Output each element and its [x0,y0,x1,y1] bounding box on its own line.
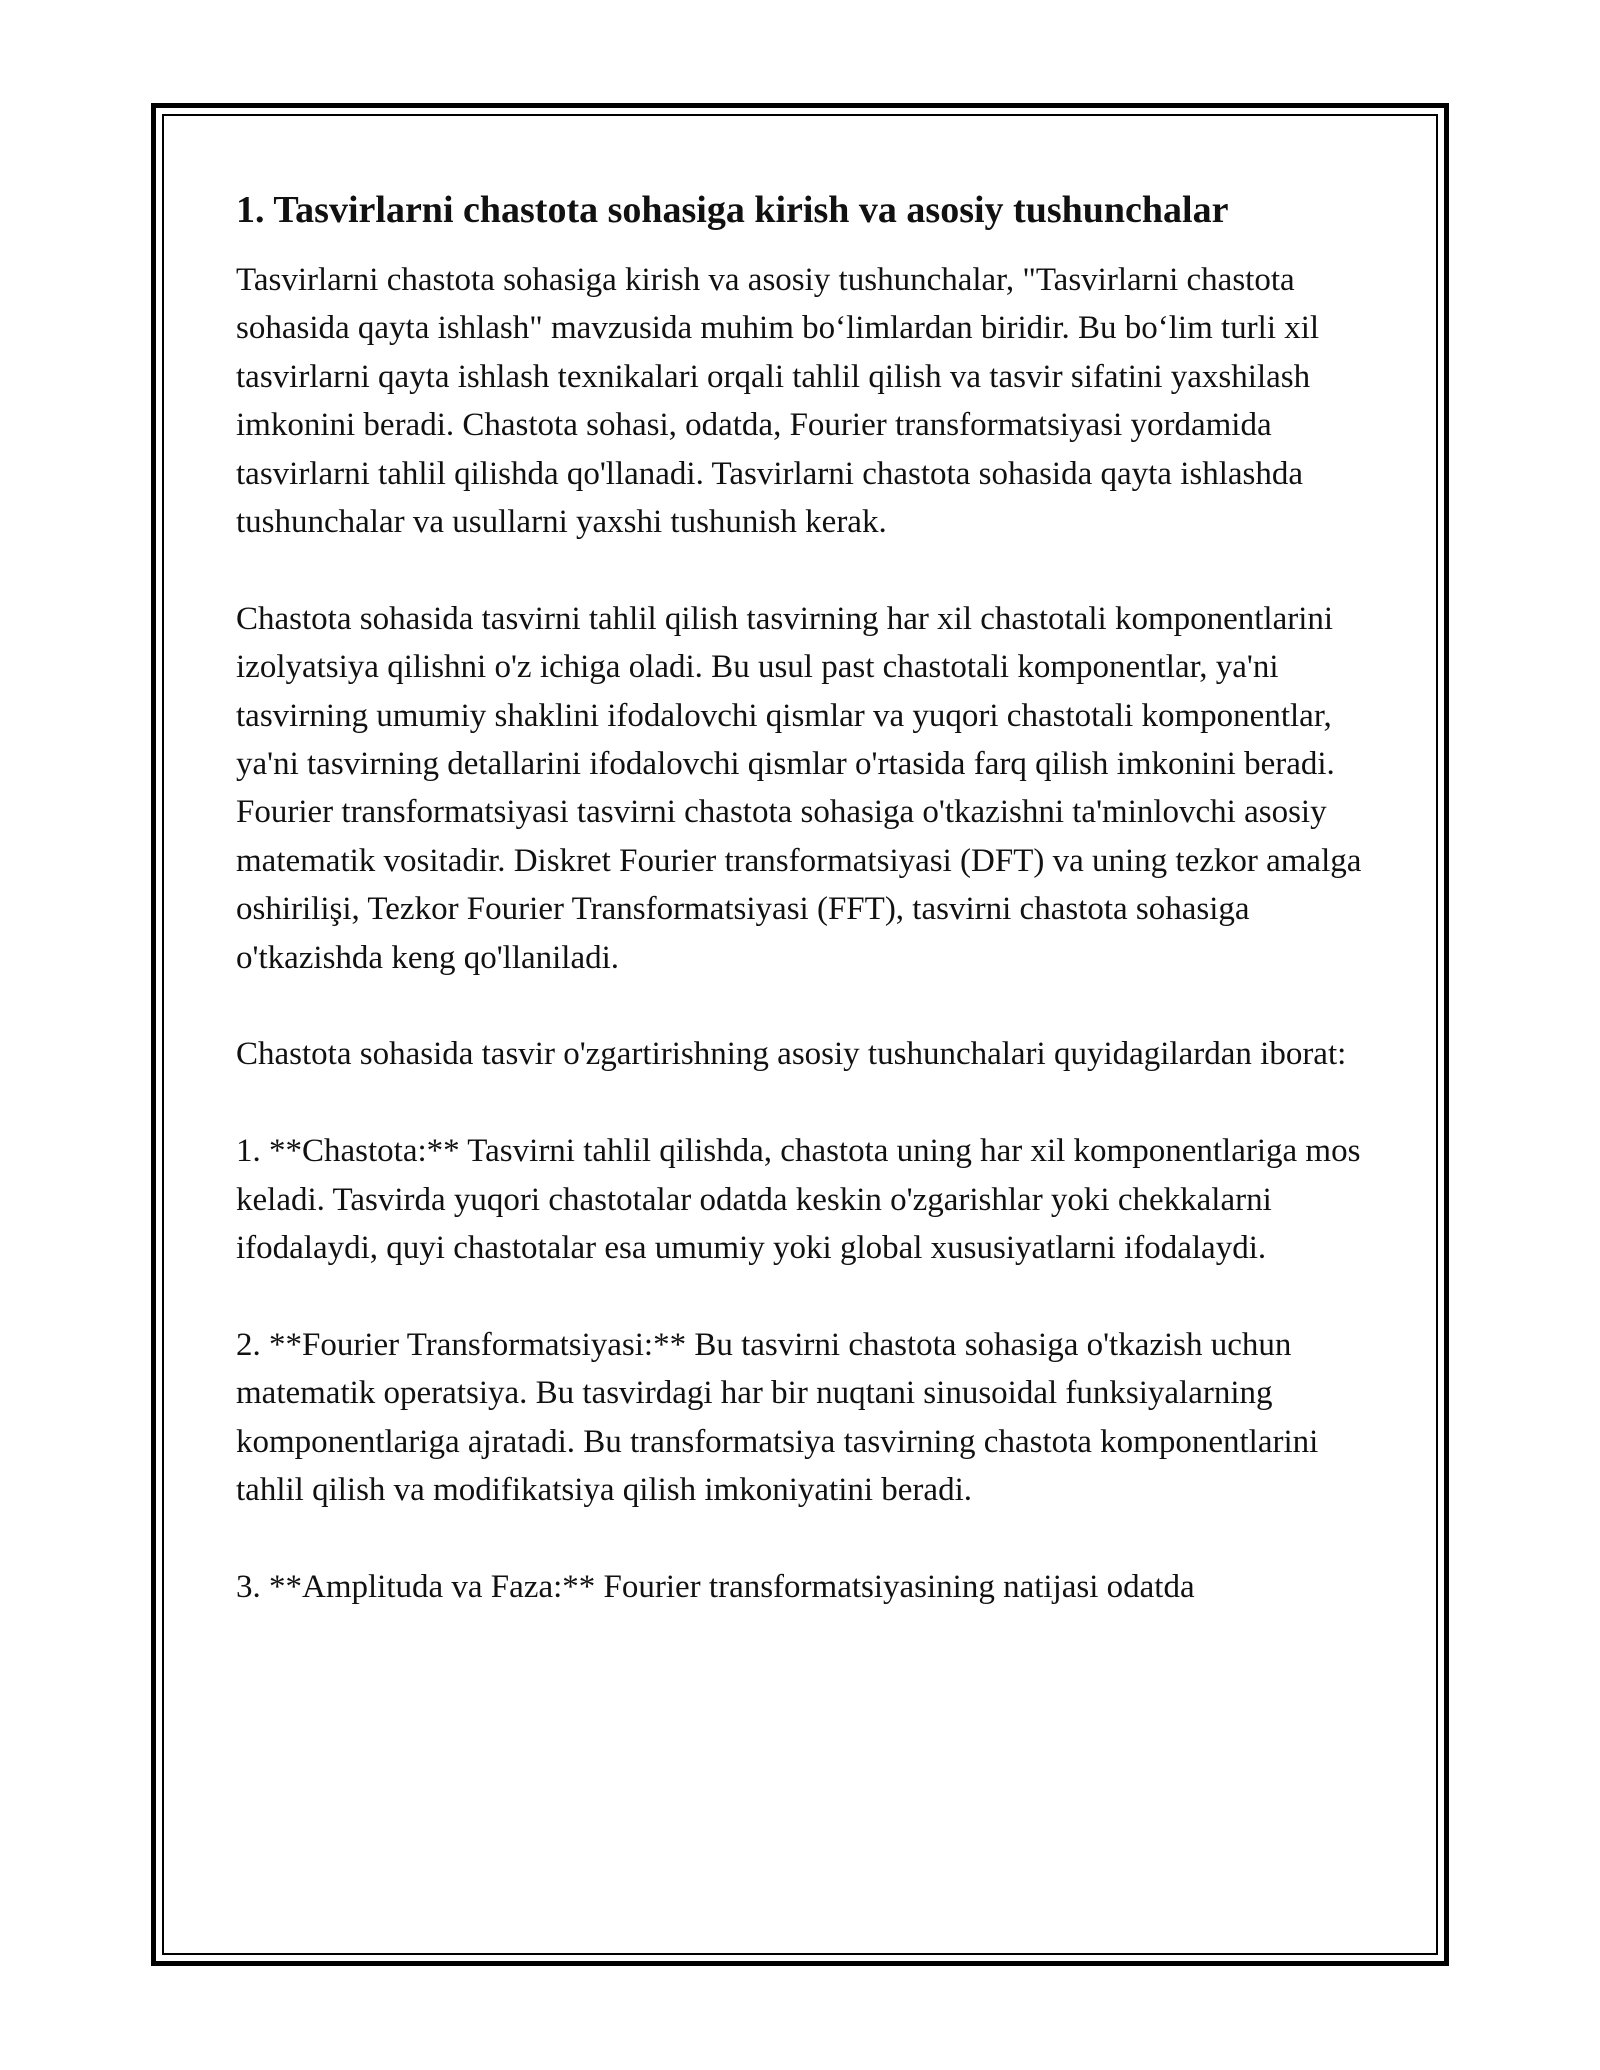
list-item-frequency: 1. **Chastota:** Tasvirni tahlil qilishda, chastota uning har xil komponentlariga mos keladi. Tasvirda yuqori chastotalar odatda keskin o'zgarishlar yoki chekkalarni ifodalaydi, quyi chastotalar esa umumiy yoki global xususiyatlarni ifodalaydi. [236,1133,1361,1267]
section-heading: 1. Tasvirlarni chastota sohasiga kirish va asosiy tushunchalar [236,189,1229,231]
list-item-fourier-transform: 2. **Fourier Transformatsiyasi:** Bu tasvirni chastota sohasiga o'tkazish uchun matematik operatsiya. Bu tasvirdagi har bir nuqtani sinusoidal funksiyalarning komponentlariga ajratadi. Bu transformatsiya tasvirning chastota komponentlarini tahlil qilish va modifikatsiya qilish imkoniyatini beradi. [236,1326,1319,1509]
paragraph-intro: Tasvirlarni chastota sohasiga kirish va asosiy tushunchalar, "Tasvirlarni chastota sohasida qayta ishlash" mavzusida muhim boʻlimlardan biridir. Bu boʻlim turli xil tasvirlarni qayta ishlash texnikalari orqali tahlil qilish va tasvir sifatini yaxshilash imkonini beradi. Chastota sohasi, odatda, Fourier transformatsiyasi yordamida tasvirlarni tahlil qilishda qo'llanadi. Tasvirlarni chastota sohasida qayta ishlashda tushunchalar va usullarni yaxshi tushunish kerak. [236,262,1320,541]
document-body [236,186,1376,1611]
paragraph-frequency-analysis: Chastota sohasida tasvirni tahlil qilish tasvirning har xil chastotali komponentlarini izolyatsiya qilishni o'z ichiga oladi. Bu usul past chastotali komponentlar, ya'ni tasvirning umumiy shaklini ifodalovchi qismlar va yuqori chastotali komponentlar, ya'ni tasvirning detallarini ifodalovchi qismlar o'rtasida farq qilish imkonini beradi. Fourier transformatsiyasi tasvirni chastota sohasiga o'tkazishni ta'minlovchi asosiy matematik vositadir. Diskret Fourier transformatsiyasi (DFT) va uning tezkor amalga oshirilişi, Tezkor Fourier Transformatsiyasi (FFT), tasvirni chastota sohasiga o'tkazishda keng qo'llaniladi. [236,600,1362,976]
paragraph-concepts-lead: Chastota sohasida tasvir o'zgartirishning asosiy tushunchalari quyidagilardan iborat: [236,1036,1347,1073]
list-item-amplitude-phase: 3. **Amplituda va Faza:** Fourier transformatsiyasining natijasi odatda [236,1568,1195,1605]
